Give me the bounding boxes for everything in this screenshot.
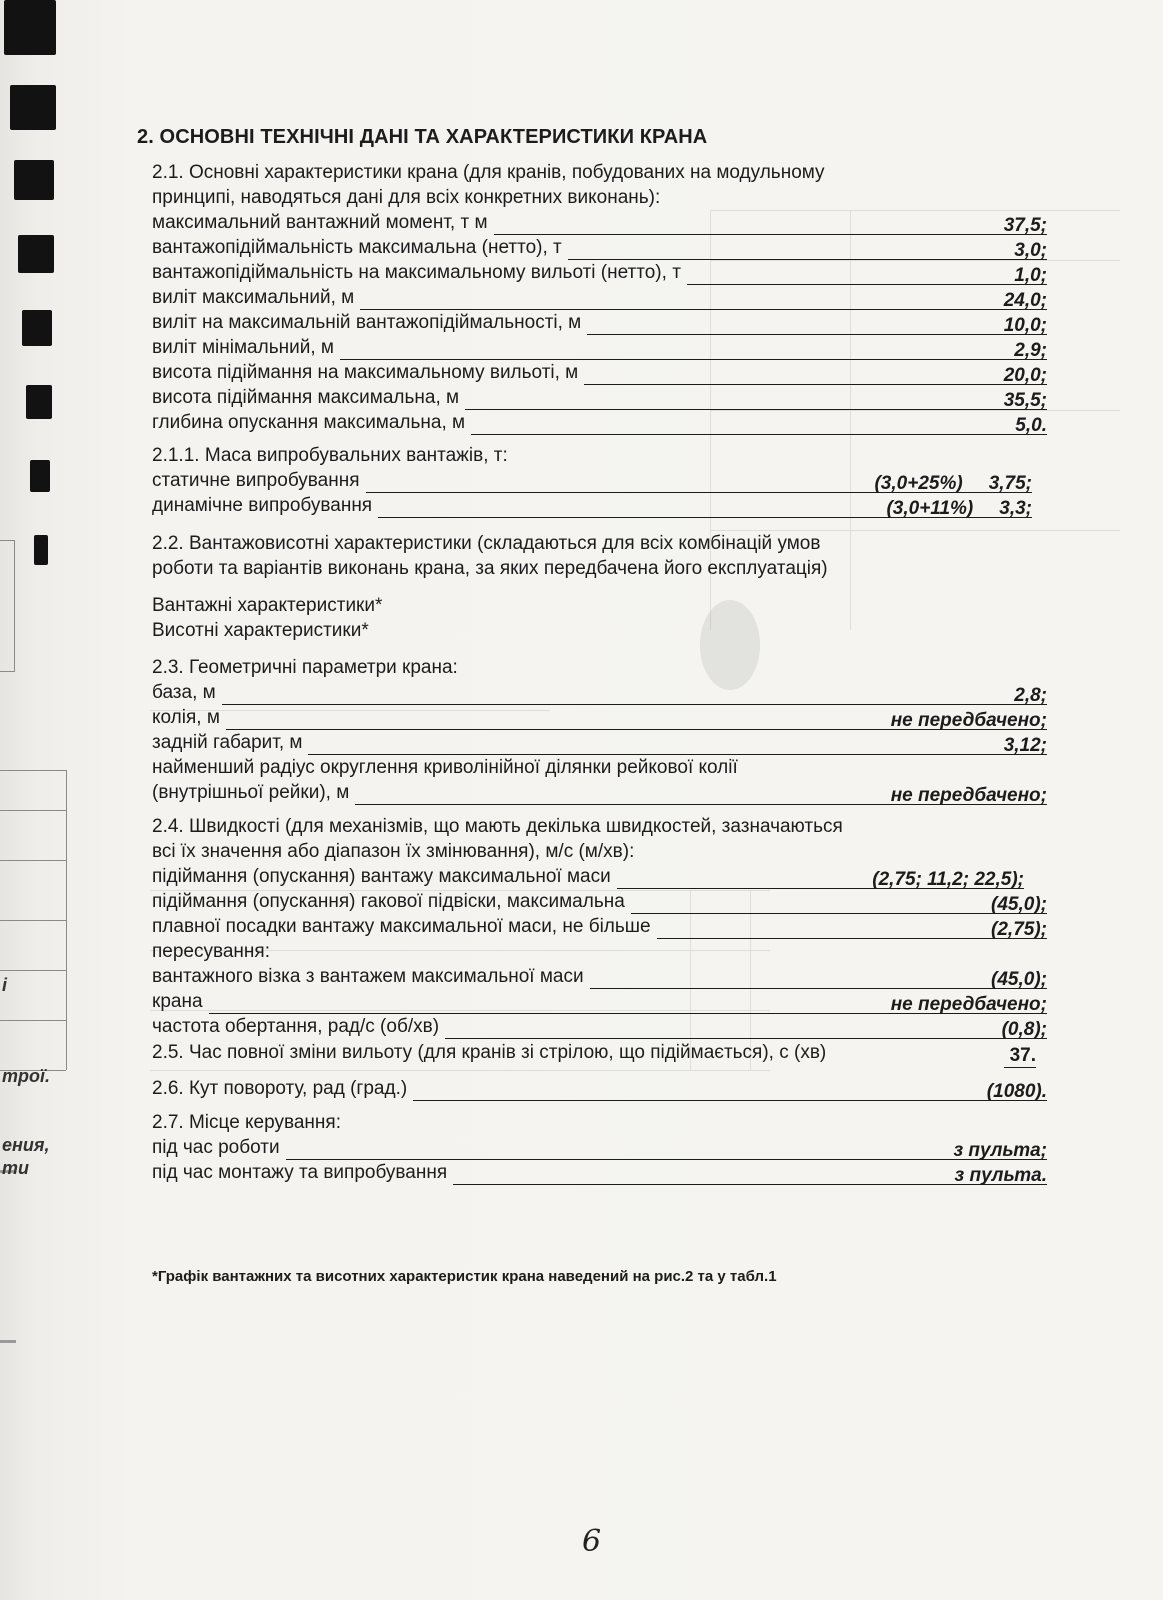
s24-heading-line: 2.4. Швидкості (для механізмів, що мають декілька швидкостей, зазначаються xyxy=(152,816,843,837)
spec-label: 2.5. Час повної зміни вильоту (для кранів зі стрілою, що підіймається), с (хв) xyxy=(152,1042,827,1063)
spec-row xyxy=(152,310,1047,335)
spec-row xyxy=(152,864,1024,889)
spec-value: 3,0; xyxy=(1014,240,1047,261)
s24-travel-heading: пересування: xyxy=(152,941,270,962)
spec-label: під час монтажу та випробування xyxy=(152,1162,448,1183)
s24-heading-line: всі їх значення або діапазон їх змінювання), м/с (м/хв): xyxy=(152,841,635,862)
spec-label: виліт мінімальний, м xyxy=(152,337,334,358)
spec-label: максимальний вантажний момент, т м xyxy=(152,212,488,233)
spec-value: 3,75; xyxy=(988,473,1032,494)
spec-label: висота підіймання на максимальному вильоті, м xyxy=(152,362,579,383)
section-title: 2. ОСНОВНІ ТЕХНІЧНІ ДАНІ ТА ХАРАКТЕРИСТИКИ КРАНА xyxy=(137,126,708,148)
spec-row xyxy=(152,730,1047,755)
spec-value: 37. xyxy=(1004,1045,1036,1068)
spec-label: підіймання (опускання) вантажу максимальної маси xyxy=(152,866,611,887)
spec-label: (внутрішньої рейки), м xyxy=(152,782,350,803)
spec-label: глибина опускання максимальна, м xyxy=(152,412,466,433)
s27-heading: 2.7. Місце керування: xyxy=(152,1112,341,1133)
spec-value: (45,0); xyxy=(991,894,1047,915)
spec-value: 2,8; xyxy=(1014,685,1047,706)
spec-label: частота обертання, рад/с (об/хв) xyxy=(152,1016,440,1037)
spec-label: динамічне випробування xyxy=(152,495,373,516)
s22-line: Висотні характеристики* xyxy=(152,620,369,641)
paper-stain xyxy=(700,600,760,690)
spec-value: 10,0; xyxy=(1003,315,1047,336)
spec-row xyxy=(152,914,1047,939)
adjacent-page-edge xyxy=(0,540,15,672)
spec-row xyxy=(152,889,1047,914)
s23-heading: 2.3. Геометричні параметри крана: xyxy=(152,657,458,678)
spec-row xyxy=(152,1135,1047,1160)
spec-row xyxy=(152,964,1047,989)
spec-label: 2.6. Кут повороту, рад (град.) xyxy=(152,1078,408,1099)
s22-heading-line: 2.2. Вантажовисотні характеристики (складаються для всіх комбінацій умов xyxy=(152,533,821,554)
s211-heading: 2.1.1. Маса випробувальних вантажів, т: xyxy=(152,445,508,466)
spec-row xyxy=(152,210,1047,235)
spec-row xyxy=(152,493,1032,518)
spec-row xyxy=(152,260,1047,285)
spec-row xyxy=(152,1040,1036,1065)
spec-label: виліт максимальний, м xyxy=(152,287,355,308)
spec-row xyxy=(152,989,1047,1014)
s21-heading-line: 2.1. Основні характеристики крана (для кранів, побудованих на модульному xyxy=(152,162,825,183)
spec-value: 24,0; xyxy=(1003,290,1047,311)
spec-value: не передбачено; xyxy=(890,785,1047,806)
s22-heading-line: роботи та варіантів виконань крана, за яких передбачена його експлуатація) xyxy=(152,558,828,579)
spec-row xyxy=(152,360,1047,385)
spec-value: (0,8); xyxy=(1001,1019,1047,1040)
spec-label: підіймання (опускання) гакової підвіски, максимальна xyxy=(152,891,625,912)
spec-value: (2,75; 11,2; 22,5); xyxy=(872,869,1024,890)
spec-value: 35,5; xyxy=(1003,390,1047,411)
footnote: *Графік вантажних та висотних характеристик крана наведений на рис.2 та у табл.1 xyxy=(152,1268,777,1285)
spec-value: не передбачено; xyxy=(890,710,1047,731)
spec-value: з пульта; xyxy=(953,1140,1047,1161)
spec-value: не передбачено; xyxy=(890,994,1047,1015)
spec-value: (2,75); xyxy=(991,919,1047,940)
spec-label: вантажопідіймальність максимальна (нетто), т xyxy=(152,237,562,258)
s23-radius-line: найменший радіус округлення криволінійної ділянки рейкової колії xyxy=(152,757,738,778)
spec-value: 1,0; xyxy=(1014,265,1047,286)
spec-value: 37,5; xyxy=(1003,215,1047,236)
spec-label: вантажного візка з вантажем максимальної маси xyxy=(152,966,584,987)
spec-row xyxy=(152,1076,1047,1101)
spec-label: крана xyxy=(152,991,203,1012)
spec-row xyxy=(152,335,1047,360)
spec-value: (1080). xyxy=(986,1081,1047,1102)
spec-label: виліт на максимальній вантажопідіймальності, м xyxy=(152,312,582,333)
spec-row xyxy=(152,410,1047,435)
spec-row xyxy=(152,680,1047,705)
spec-value: з пульта. xyxy=(954,1165,1047,1186)
spec-row xyxy=(152,1160,1047,1185)
margin-fragment: ти xyxy=(2,1158,29,1178)
spec-row xyxy=(152,285,1047,310)
s22-line: Вантажні характеристики* xyxy=(152,595,383,616)
spec-formula: (3,0+11%) xyxy=(886,498,974,519)
spec-label: під час роботи xyxy=(152,1137,280,1158)
margin-fragment: трої. xyxy=(2,1066,50,1086)
spec-value: 3,3; xyxy=(999,498,1032,519)
margin-fragment: ения, xyxy=(2,1135,50,1155)
s21-heading-line: принципі, наводяться дані для всіх конкретних виконань): xyxy=(152,187,661,208)
spec-value: 2,9; xyxy=(1014,340,1047,361)
spec-label: задній габарит, м xyxy=(152,732,303,753)
spec-value: (45,0); xyxy=(991,969,1047,990)
spec-value: 5,0. xyxy=(1015,415,1047,436)
spec-label: плавної посадки вантажу максимальної маси, не більше xyxy=(152,916,651,937)
spec-label: висота підіймання максимальна, м xyxy=(152,387,460,408)
spec-formula: (3,0+25%) xyxy=(874,473,963,494)
spec-label: колія, м xyxy=(152,707,220,728)
spec-value: 20,0; xyxy=(1003,365,1047,386)
margin-fragment: і xyxy=(2,975,8,995)
spec-row xyxy=(152,235,1047,260)
spec-label: статичне випробування xyxy=(152,470,360,491)
spec-label: база, м xyxy=(152,682,216,703)
page-number: 6 xyxy=(582,1524,602,1559)
spec-row xyxy=(152,385,1047,410)
spec-row xyxy=(152,705,1047,730)
spec-value: 3,12; xyxy=(1003,735,1047,756)
spec-row xyxy=(152,780,1047,805)
spec-label: вантажопідіймальність на максимальному вильоті (нетто), т xyxy=(152,262,681,283)
spec-row xyxy=(152,468,1032,493)
spec-row xyxy=(152,1014,1047,1039)
